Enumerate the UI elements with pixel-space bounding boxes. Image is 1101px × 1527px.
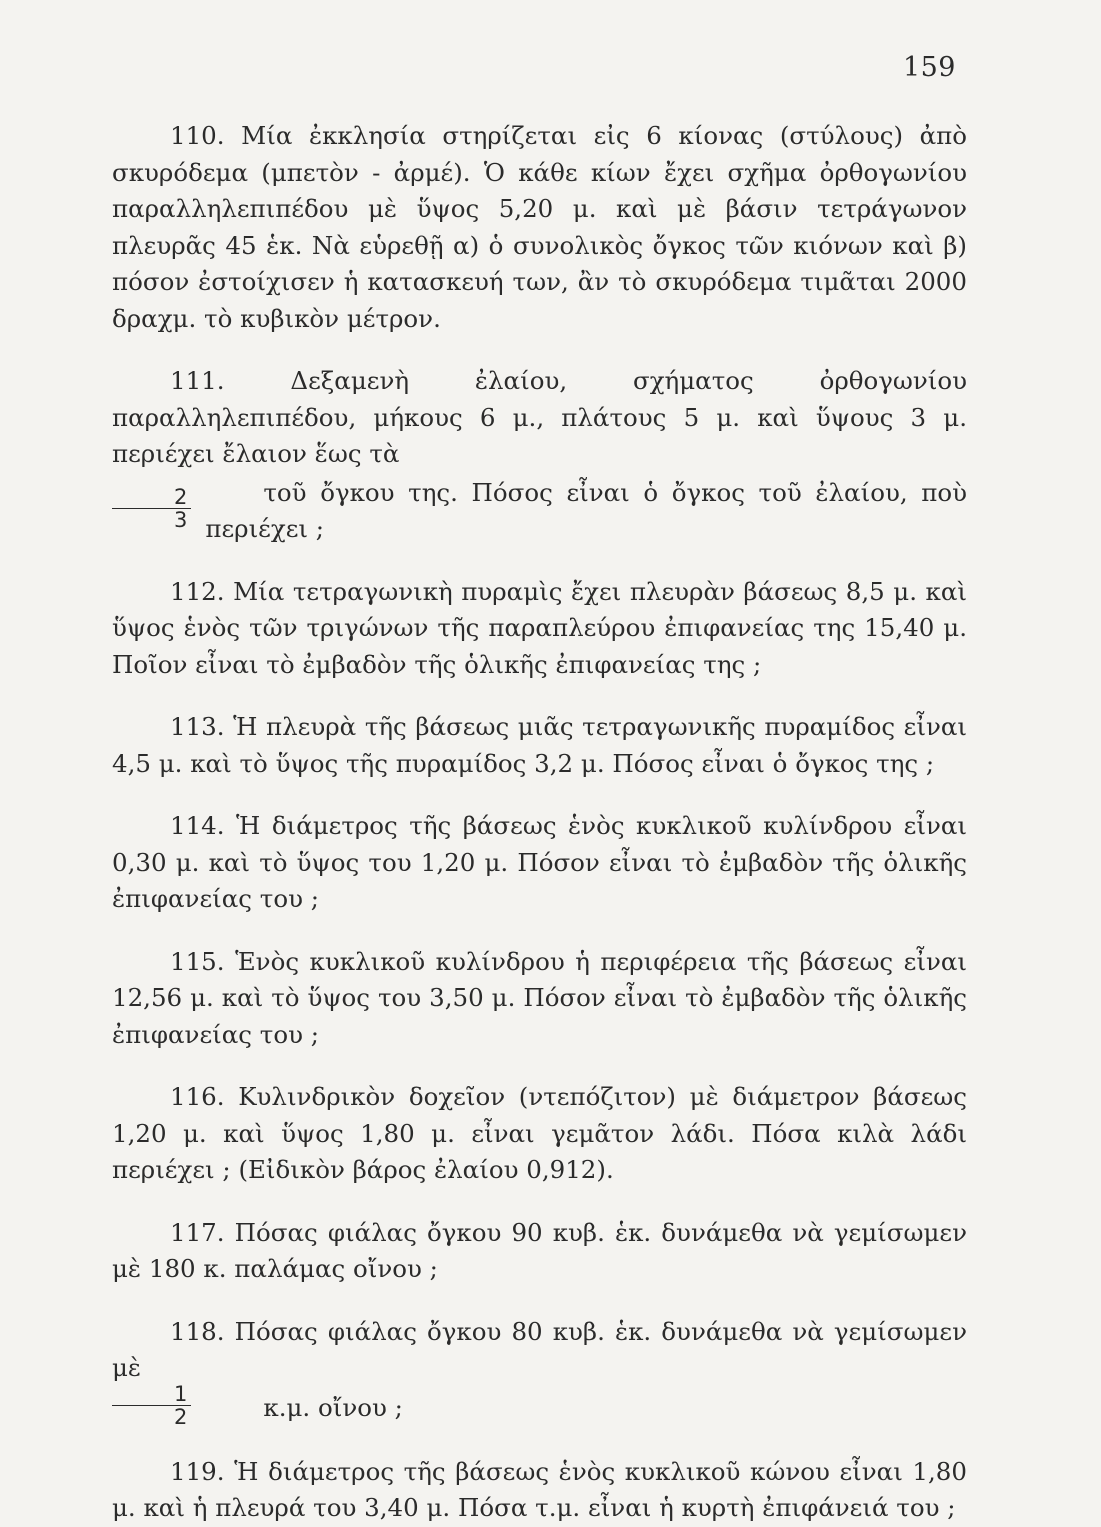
problem-111 xyxy=(112,363,967,548)
problem-117: 117. Πόσας φιάλας ὄγκου 90 κυβ. ἑκ. δυνάμεθα νὰ γεμίσωμεν μὲ 180 κ. παλάμας οἴνου ; xyxy=(112,1217,967,1283)
page-number: 159 xyxy=(902,52,956,83)
problem-118-text: 118. Πόσας φιάλας ὄγκου 80 κυβ. ἑκ. δυνάμεθα νὰ γεμίσωμεν μὲ xyxy=(112,1316,967,1382)
fraction-one-half xyxy=(112,1383,191,1428)
problem-118 xyxy=(112,1314,967,1428)
problem-112: 112. Μία τετραγωνικὴ πυραμὶς ἔχει πλευρὰν βάσεως 8,5 μ. καὶ ὕψος ἑνὸς τῶν τριγώνων τῆς παραπλεύρου ἐπιφανείας της 15,40 μ. Ποῖον εἶναι τὸ ἐμβαδὸν τῆς ὁλικῆς ἐπιφανείας της ; xyxy=(112,576,967,679)
fraction-denominator: 3 xyxy=(174,507,188,532)
problem-114: 114. Ἡ διάμετρος τῆς βάσεως ἑνὸς κυκλικοῦ κυλίνδρου εἶναι 0,30 μ. καὶ τὸ ὕψος του 1,20 μ. Πόσον εἶναι τὸ ἐμβαδὸν τῆς ὁλικῆς ἐπιφανείας του ; xyxy=(112,811,967,913)
problem-113: 113. Ἡ πλευρὰ τῆς βάσεως μιᾶς τετραγωνικῆς πυραμίδος εἶναι 4,5 μ. καὶ τὸ ὕψος τῆς πυραμίδος 3,2 μ. Πόσος εἶναι ὁ ὄγκος της ; xyxy=(112,712,967,778)
problem-115: 115. Ἑνὸς κυκλικοῦ κυλίνδρου ἡ περιφέρεια τῆς βάσεως εἶναι 12,56 μ. καὶ τὸ ὕψος του 3,50 μ. Πόσον εἶναι τὸ ἐμβαδὸν τῆς ὁλικῆς ἐπιφανείας του ; xyxy=(112,946,967,1049)
problem-111-continuation: τοῦ ὄγκου της. Πόσος εἶναι ὁ ὄγκος τοῦ ἐλαίου, ποὺ περιέχει ; xyxy=(205,477,967,543)
problem-116: 116. Κυλινδρικὸν δοχεῖον (ντεπόζιτον) μὲ διάμετρον βάσεως 1,20 μ. καὶ ὕψος 1,80 μ. εἶναι γεμᾶτον λάδι. Πόσα κιλὰ λάδι περιέχει ; (Εἰδικὸν βάρος ἐλαίου 0,912). xyxy=(112,1082,967,1184)
fraction-two-thirds xyxy=(112,486,191,531)
fraction-numerator: 2 xyxy=(112,486,191,509)
problem-111-text: 111. Δεξαμενὴ ἐλαίου, σχήματος ὀρθογωνίου παραλληλεπιπέδου, μήκους 6 μ., πλάτους 5 μ. καὶ ὕψους 3 μ. περιέχει ἔλαιον ἕως τὰ xyxy=(112,366,967,468)
page-content xyxy=(112,118,967,1527)
problem-118-continuation: κ.μ. οἴνου ; xyxy=(263,1392,403,1422)
fraction-denominator: 2 xyxy=(174,1404,188,1429)
problem-119: 119. Ἡ διάμετρος τῆς βάσεως ἑνὸς κυκλικοῦ κώνου εἶναι 1,80 μ. καὶ ἡ πλευρά του 3,40 μ. Πόσα τ.μ. εἶναι ἡ κυρτὴ ἐπιφάνειά του ; xyxy=(112,1456,967,1522)
problem-118-fraction-line xyxy=(112,1381,967,1429)
problem-110: 110. Μία ἐκκλησία στηρίζεται εἰς 6 κίονας (στύλους) ἀπὸ σκυρόδεμα (μπετὸν - ἀρμέ). Ὁ κάθε κίων ἔχει σχῆμα ὀρθογωνίου παραλληλεπιπέδου μὲ ὕψος 5,20 μ. καὶ μὲ βάσιν τετράγωνον πλευρᾶς 45 ἑκ. Νὰ εὑρεθῇ α) ὁ συνολικὸς ὄγκος τῶν κιόνων καὶ β) πόσον ἐστοίχισεν ἡ κατασκευή των, ἂν τὸ σκυρόδεμα τιμᾶται 2000 δραχμ. τὸ κυβικὸν μέτρον. xyxy=(112,121,967,333)
problem-111-fraction-line xyxy=(112,475,967,548)
fraction-numerator: 1 xyxy=(112,1383,191,1406)
